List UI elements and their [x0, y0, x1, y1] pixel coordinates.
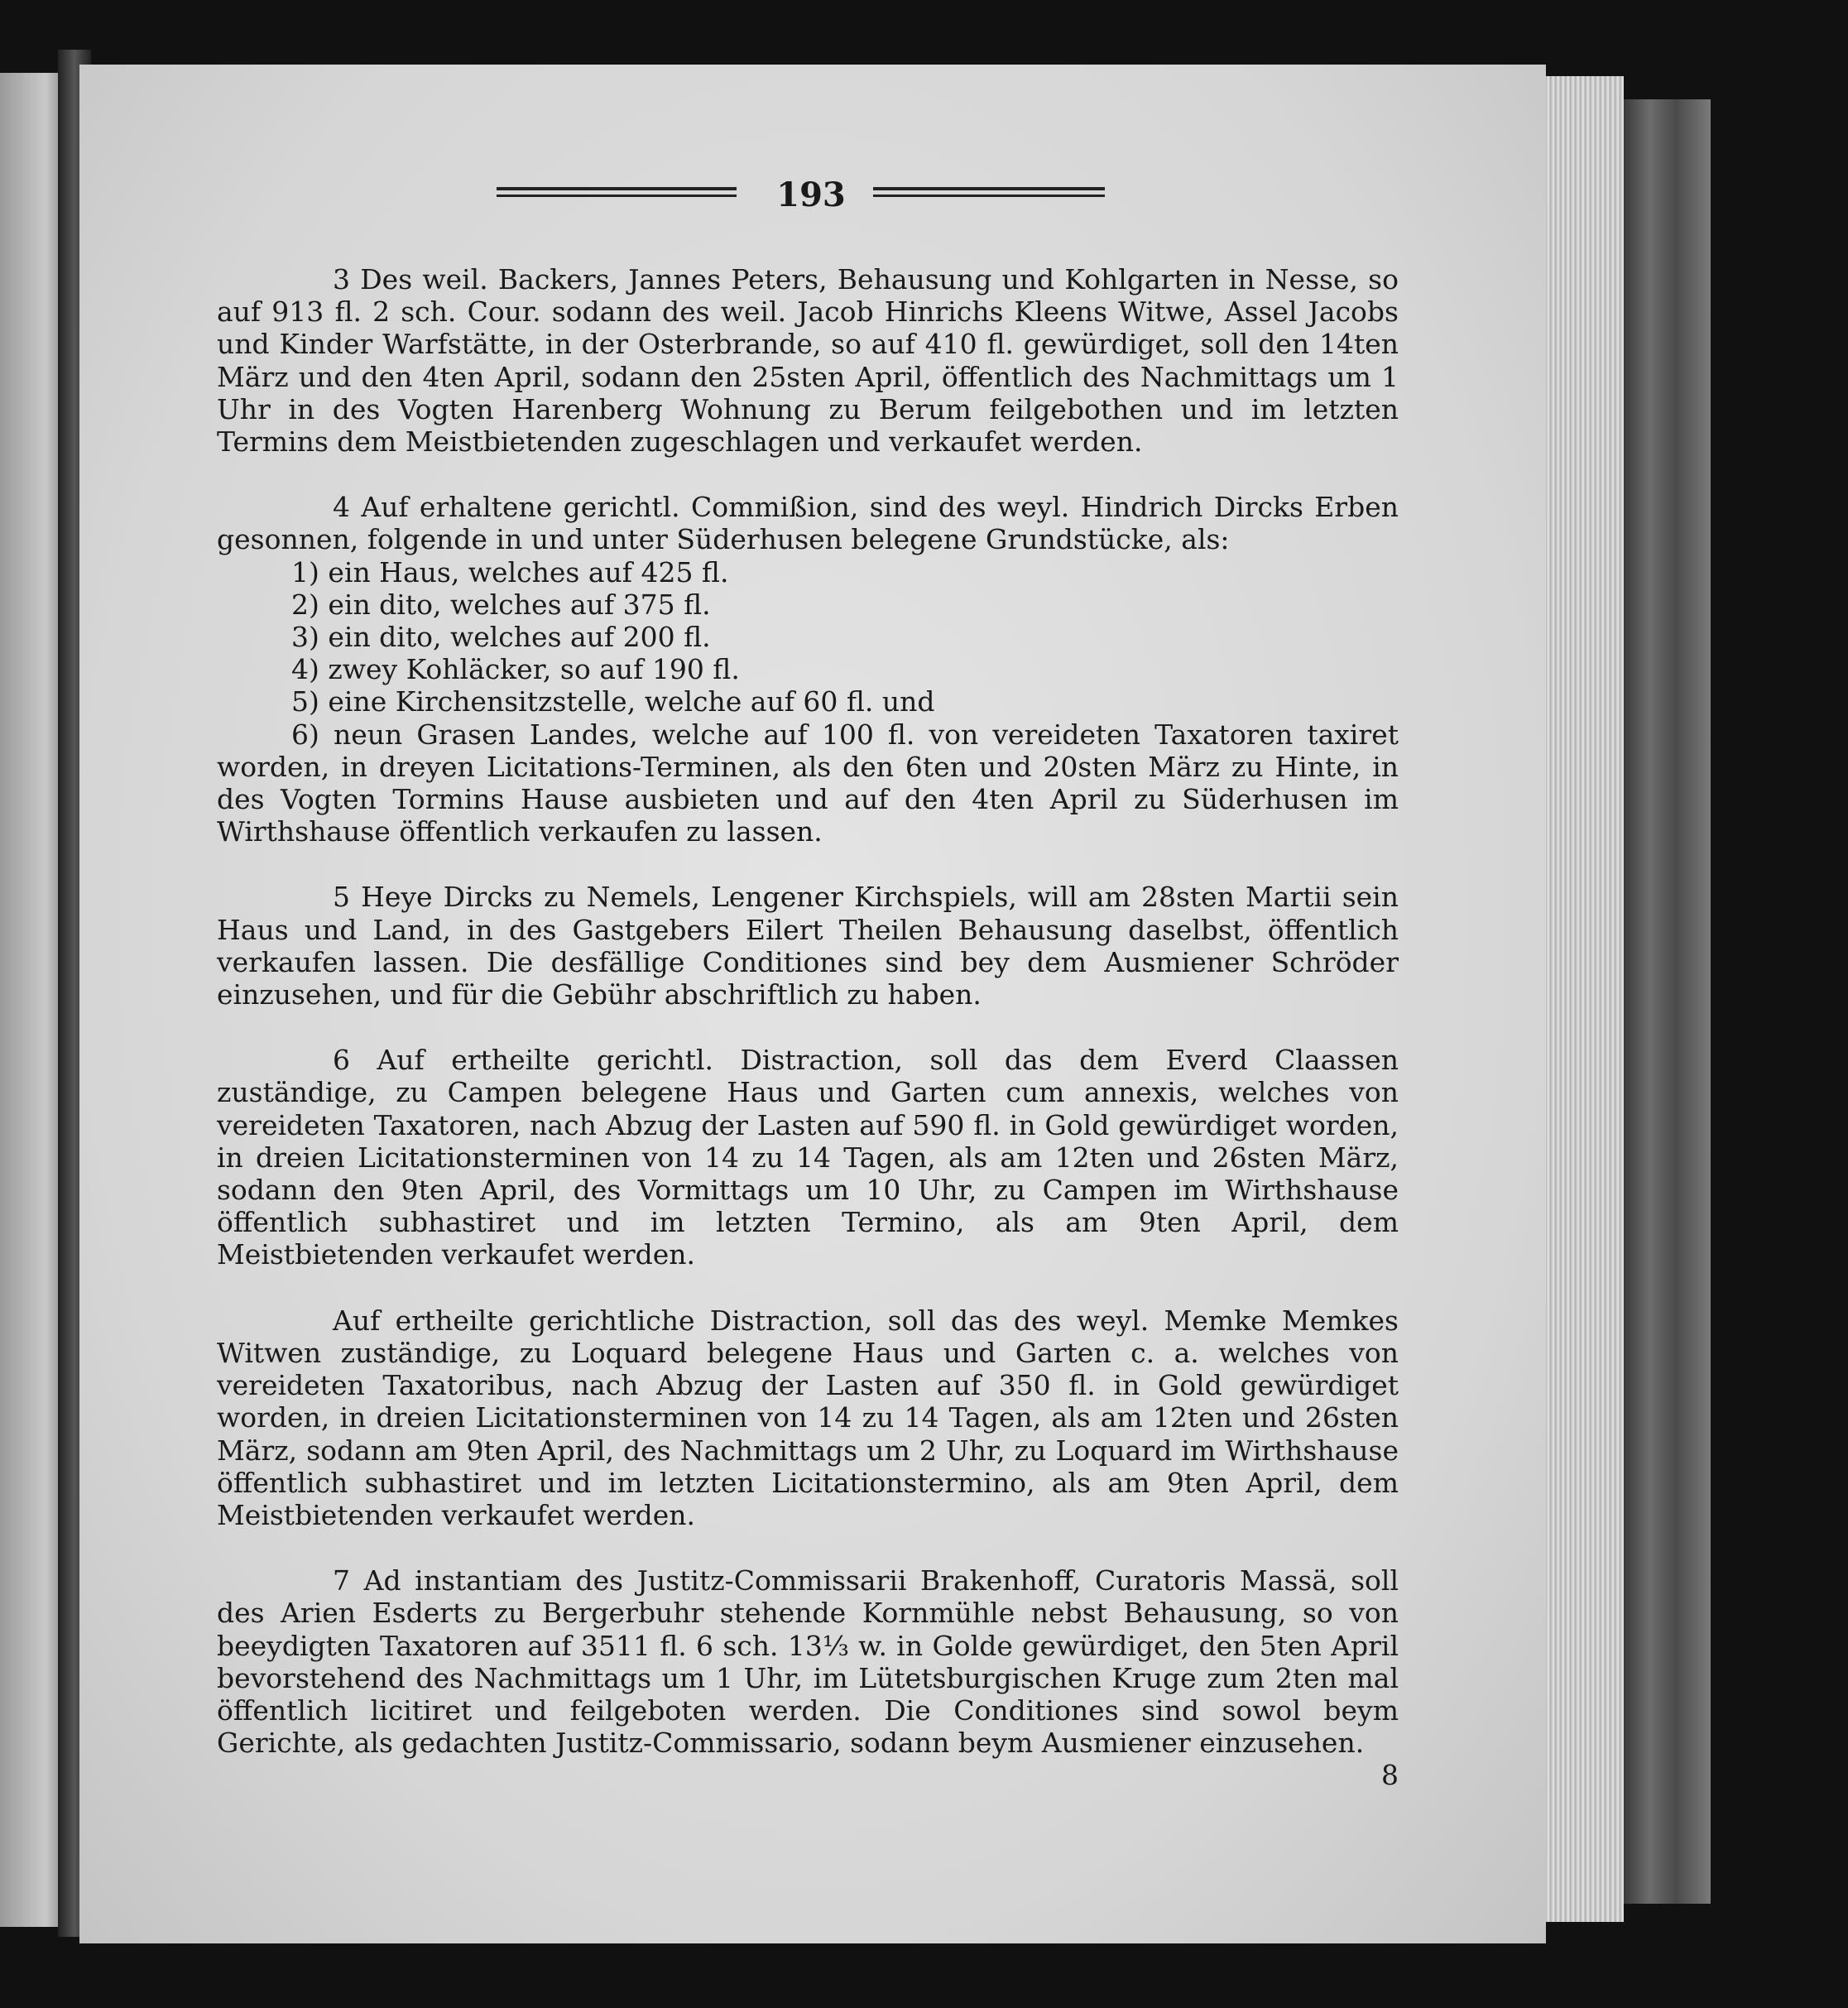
- paragraph-text: 3 Des weil. Backers, Jannes Peters, Behausung und Kohlgarten in Nesse, so auf 913 fl. 2 sch. Cour. sodann des weil. Jacob Hinrichs Kleens Witwe, Assel Jacobs und Kinder Warfstätte, in der Osterbrande, so auf 410 fl. gewürdiget, soll den 14ten März und den 4ten April, sodann den 25sten April, öffentlich des Nachmittags um 1 Uhr in des Vogten Harenberg Wohnung zu Berum feilgebothen und im letzten Termins dem Meistbietenden zugeschlagen und verkaufet werden.: [217, 263, 1399, 459]
- list-item: 1) ein Haus, welches auf 425 fl.: [291, 555, 729, 588]
- list-item: 5) eine Kirchensitzstelle, welche auf 60 fl. und: [291, 685, 935, 718]
- book-cover: [1624, 99, 1711, 1904]
- paragraph-5: [217, 881, 1399, 1011]
- page-number: 193: [776, 175, 846, 214]
- catchword: 8: [1381, 1759, 1399, 1792]
- page-header: [488, 175, 1109, 214]
- list-item: 4) zwey Kohläcker, so auf 190 fl.: [291, 653, 740, 686]
- paragraph-text: 4 Auf erhaltene gerichtl. Commißion, sind des weyl. Hindrich Dircks Erben gesonnen, folgende in und unter Süderhusen belegene Grundstücke, als:: [217, 491, 1399, 556]
- paragraph-text: 6 Auf ertheilte gerichtl. Distraction, soll das dem Everd Claassen zuständige, zu Campen belegene Haus und Garten cum annexis, welches von vereideten Taxatoren, nach Abzug der Lasten auf 590 fl. in Gold gewürdiget worden, in dreien Licitationsterminen von 14 zu 14 Tagen, als am 12ten und 26sten März, sodann den 9ten April, des Vormittags um 10 Uhr, zu Campen im Wirthshause öffentlich subhastiret und im letzten Termino, als am 9ten April, dem Meistbietenden verkaufet werden.: [217, 1044, 1399, 1271]
- list-item: 3) ein dito, welches auf 200 fl.: [291, 621, 711, 654]
- paragraph-text: 5 Heye Dircks zu Nemels, Lengener Kirchspiels, will am 28sten Martii sein Haus und Land, in des Gastgebers Eilert Theilen Behausung daselbst, öffentlich verkaufen lassen. Die desfällige Conditiones sind bey dem Ausmiener Schröder einzusehen, und für die Gebühr abschriftlich zu haben.: [217, 881, 1399, 1011]
- header-rule-left: [497, 187, 737, 202]
- list-item: 6) neun Grasen Landes, welche auf 100 fl. von vereideten Taxatoren taxiret worden, in dreyen Licitations-Terminen, als den 6ten und 20sten März zu Hinte, in des Vogten Tormins Hause ausbieten und auf den 4ten April zu Süderhusen im Wirthshause öffentlich verkaufen zu lassen.: [217, 718, 1399, 848]
- page-text: [217, 263, 1399, 1792]
- page-edges: [1546, 76, 1624, 1922]
- header-rule-right: [873, 187, 1105, 202]
- paragraph-text: Auf ertheilte gerichtliche Distraction, soll das des weyl. Memke Memkes Witwen zuständige, zu Loquard belegene Haus und Garten c. a. welches von vereideten Taxatoribus, nach Abzug der Lasten auf 350 fl. in Gold gewürdiget worden, in dreien Licitationsterminen von 14 zu 14 Tagen, als am 12ten und 26sten März, sodann am 9ten April, des Nachmittags um 2 Uhr, zu Loquard im Wirthshause öffentlich subhastiret und im letzten Licitationstermino, als am 9ten April, dem Meistbietenden verkaufet werden.: [217, 1304, 1399, 1531]
- list-item: 2) ein dito, welches auf 375 fl.: [291, 588, 711, 621]
- paragraph-4: [217, 491, 1399, 848]
- paragraph-6: [217, 1044, 1399, 1271]
- paragraph-3: [217, 263, 1399, 458]
- paragraph-7: [217, 1564, 1399, 1791]
- paragraph-text: 7 Ad instantiam des Justitz-Commissarii Brakenhoff, Curatoris Massä, soll des Arien Esderts zu Bergerbuhr stehende Kornmühle nebst Behausung, so von beeydigten Taxatoren auf 3511 fl. 6 sch. 13⅓ w. in Golde gewürdiget, den 5ten April bevorstehend des Nachmittags um 1 Uhr, im Lütetsburgischen Kruge zum 2ten mal öffentlich licitiret und feilgeboten werden. Die Conditiones sind sowol beym Gerichte, als gedachten Justitz-Commissario, sodann beym Ausmiener einzusehen.: [217, 1564, 1399, 1760]
- paragraph-6b: [217, 1304, 1399, 1531]
